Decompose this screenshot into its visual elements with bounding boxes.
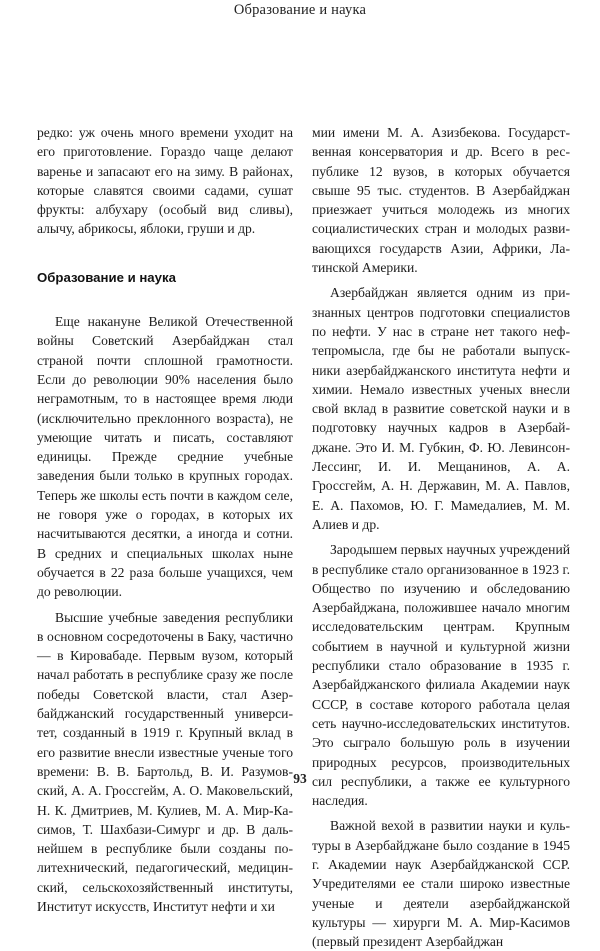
paragraph: Высшие учебные заведения республики в основном сосредоточены в Баку, частично — в Кировабаде. Первым вузом, который начал работать в республике сразу же после победы Советской власти, стал Азербайджанский государственный университет, созданный в 1919 г. Крупный вклад в его развитие внесли известные ученые того времени: В. В. Бартольд, В. И. Разумовский, А. А. Гроссгейм, А. О. Маковельский, Н. К. Дмитриев, М. Кулиев, М. А. Мир-Касимов, Т. Шахбази-Симург и др. В дальнейшем в республике были созданы политехнический, педагогический, медицинский, сельскохозяйственный институты, Институт искусств, Институт нефти и хи <box>37 609 293 914</box>
page-number: 93 <box>293 771 307 786</box>
running-head: Образование и наука <box>233 2 367 18</box>
right-column <box>312 123 570 951</box>
section-heading: Образование и наука <box>37 269 176 285</box>
paragraph: Азербайджан является одним из признанных центров подготовки специалистов по нефти. У нас в стране нет такого нефтепромысла, где бы не работали выпускники азербайджанского института нефти и химии. Немало известных ученых внесли свой вклад в развитие советской науки и в подготовку научных кадров в Азербайджане. Это И. М. Губкин, Ф. Ю. Левинсон-Лессинг, И. И. Мещанинов, А. А. Гроссгейм, А. Н. Державин, М. А. Павлов, Е. А. Пахомов, Ю. Г. Мамедалиев, М. М. Алиев и др. <box>312 285 570 532</box>
paragraph: Зародышем первых научных учреждений в республике стало организованное в 1923 г. Общество по изучению и обследованию Азербайджана, положившее начало многим исследовательским центрам. Крупным событием в научной и культурной жизни республики стало образование в 1935 г. Азербайджанского филиала Академии наук СССР, в составе которого работала целая сеть научно-исследовательских институтов. Это сыграло большую роль в изучении природных ресурсов, производительных сил республики, а также ее культурного наследия. <box>312 542 570 809</box>
paragraph-continued: редко: уж очень много времени уходит на его приготовление. Гораздо чаще делают варенье и запасают его на зиму. В районах, которые славятся своими садами, сушат фрукты: албухару (особый вид сливы), алычу, абрикосы, яблоки, груши и др. <box>37 125 293 237</box>
paragraph: Важной вехой в развитии науки и культуры в Азербайджане было создание в 1945 г. Академии наук Азербайджанской ССР. Учредителями ее стали широко известные ученые и деятели азербайджанской культуры — хирурги М. А. Мир-Касимов (первый президент Азербайджан <box>312 818 570 950</box>
paragraph: Еще накануне Великой Отечественной войны Советский Азербайджан стал страной почти сплошной грамотности. Если до революции 90% населения было неграмотным, то в настоящее время люди (исключительно преклонного возраста), не умеющие читать и писать, составляют единицы. Прежде средние учебные заведения были только в крупных городах. Теперь же школы есть почти в каждом селе, не говоря уже о городах, в которых их насчитываются десятки, а иногда и сотни. В средних и специальных школах ныне обучается в 22 раза больше учащихся, чем до революции. <box>37 314 293 600</box>
left-column <box>37 123 293 916</box>
paragraph-continued: мии имени М. А. Азизбекова. Государственная консерватория и др. Всего в республике 12 вузов, в которых обучается свыше 95 тыс. студентов. В Азербайджан приезжает учиться молодежь из многих социалистических стран и молодых развивающихся государств Азии, Африки, Латинской Америки. <box>312 125 570 276</box>
